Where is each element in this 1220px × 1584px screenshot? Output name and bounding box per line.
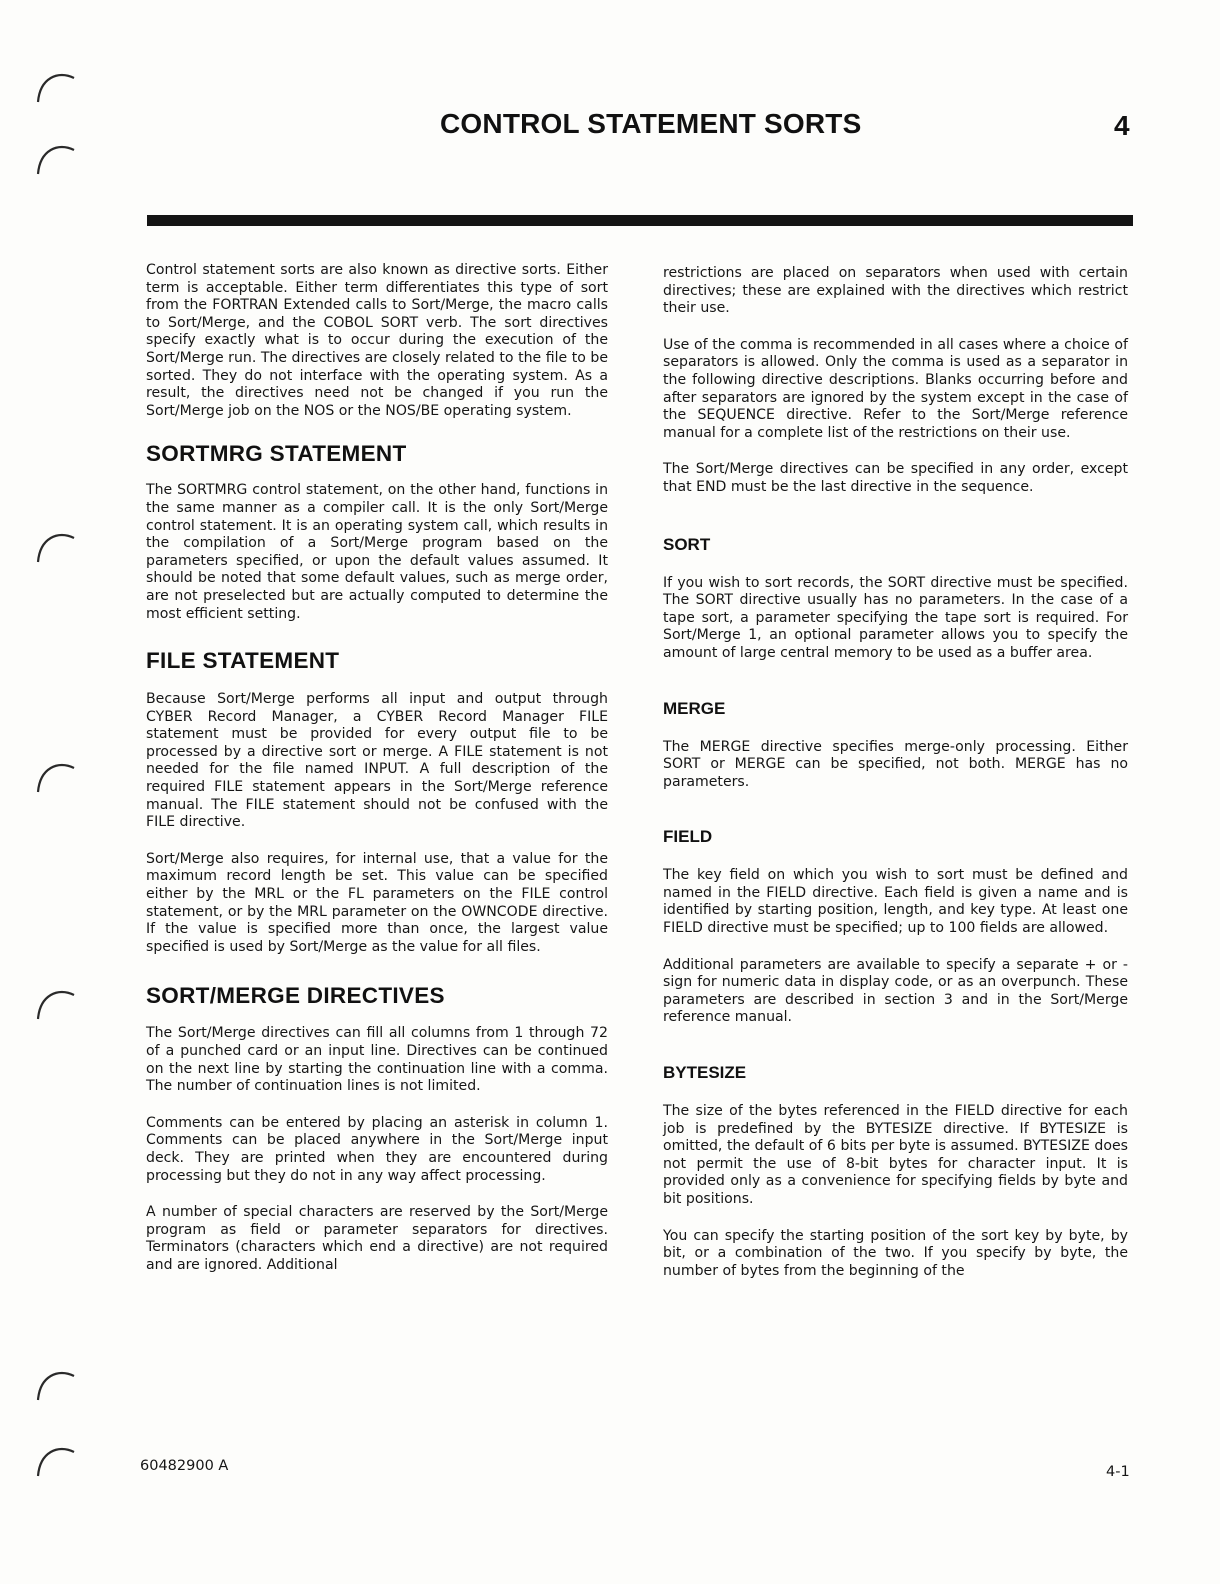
left-column [146,262,608,1294]
punch-hole-mark [34,528,78,572]
right-column [663,265,1128,1299]
bytesize-paragraph-2: You can specify the starting position of the sort key by byte, by bit, or a combination of the two. If you specify by byte, the number of bytes from the beginning of the [663,1227,1128,1279]
punch-hole-mark [34,140,78,184]
chapter-number: 4 [1114,110,1130,141]
section-heading-directives: SORT/MERGE DIRECTIVES [146,983,445,1009]
directives-paragraph-1: The Sort/Merge directives can fill all columns from 1 through 72 of a punched card or an input line. Directives can be continued on the next line by starting the continuation line with a comma. The number of continuation lines is not limited. [146,1025,608,1095]
directives-paragraph-5: The Sort/Merge directives can be specified in any order, except that END must be the last directive in the sequence. [663,461,1128,495]
intro-paragraph: Control statement sorts are also known as directive sorts. Either term is acceptable. Either term differentiates this type of sort from the FORTRAN Extended calls to Sort/Merge, the macro calls to Sort/Merge, and the COBOL SORT verb. The sort directives specify exactly what is to occur during the execution of the Sort/Merge run. The directives are closely related to the file to be sorted. They do not interface with the operating system. As a result, the directives need not be changed if you run the Sort/Merge job on the NOS or the NOS/BE operating system. [146,262,608,419]
section-heading-file-statement: FILE STATEMENT [146,648,340,674]
directives-paragraph-2: Comments can be entered by placing an asterisk in column 1. Comments can be placed anywhere in the Sort/Merge input deck. They are printed when they are encountered during processing but they do not in any way affect processing. [146,1114,608,1184]
file-statement-paragraph-1: Because Sort/Merge performs all input and output through CYBER Record Manager, a CYBER Record Manager FILE statement must be provided for every output file to be processed by a directive sort or merge. A FILE statement is not needed for the file named INPUT. A full description of the required FILE statement appears in the Sort/Merge reference manual. The FILE statement should not be confused with the FILE directive. [146,691,608,831]
field-paragraph-1: The key field on which you wish to sort must be defined and named in the FIELD directive. Each field is given a name and is identified by starting position, length, and key type. At least one FIELD directive must be specified; up to 100 fields are allowed. [663,867,1128,937]
directives-paragraph-3-continued: restrictions are placed on separators when used with certain directives; these are explained with the directives which restrict their use. [663,265,1128,317]
page-number: 4-1 [1106,1464,1130,1480]
punch-hole-mark [34,758,78,802]
subsection-heading-field: FIELD [663,827,713,847]
subsection-heading-sort: SORT [663,534,711,554]
punch-hole-mark [34,985,78,1029]
punch-hole-mark [34,68,78,112]
field-paragraph-2: Additional parameters are available to specify a separate + or - sign for numeric data in display code, or as an overpunch. These parameters are described in section 3 and in the Sort/Merge reference manual. [663,956,1128,1026]
punch-hole-mark [34,1442,78,1486]
document-number: 60482900 A [140,1458,229,1474]
chapter-title: CONTROL STATEMENT SORTS [440,108,862,139]
subsection-heading-merge: MERGE [663,698,726,718]
merge-paragraph: The MERGE directive specifies merge-only processing. Either SORT or MERGE can be specified, not both. MERGE has no parameters. [663,738,1128,790]
subsection-heading-bytesize: BYTESIZE [663,1063,747,1083]
directives-paragraph-3: A number of special characters are reserved by the Sort/Merge program as field or parameter separators for directives. Terminators (characters which end a directive) are not required and are ignored. Additional [146,1204,608,1273]
sort-paragraph: If you wish to sort records, the SORT directive must be specified. The SORT directive usually has no parameters. In the case of a tape sort, a parameter specifying the tape sort is required. For Sort/Merge 1, an optional parameter allows you to specify the amount of large central memory to be used as a buffer area. [663,574,1128,661]
file-statement-paragraph-2: Sort/Merge also requires, for internal use, that a value for the maximum record length be set. This value can be specified either by the MRL or the FL parameters on the FILE control statement, or by the MRL parameter on the OWNCODE directive. If the value is specified more than once, the largest value specified is used by Sort/Merge as the value for all files. [146,850,608,955]
directives-paragraph-4: Use of the comma is recommended in all cases where a choice of separators is allowed. Only the comma is used as a separator in the following directive descriptions. Blanks occurring before and after separators are ignored by the system except in the case of the SEQUENCE directive. Refer to the Sort/Merge reference manual for a complete list of the restrictions on their use. [663,336,1128,441]
header-rule [147,215,1133,226]
bytesize-paragraph-1: The size of the bytes referenced in the FIELD directive for each job is predefined by the BYTESIZE directive. If BYTESIZE is omitted, the default of 6 bits per byte is assumed. BYTESIZE does not permit the use of 8-bit bytes for character input. It is provided only as a convenience for specifying fields by byte and bit positions. [663,1103,1128,1207]
punch-hole-mark [34,1366,78,1410]
sortmrg-paragraph: The SORTMRG control statement, on the other hand, functions in the same manner as a compiler call. It is the only Sort/Merge control statement. It is an operating system call, which results in the compilation of a Sort/Merge program based on the parameters specified, or upon the default values assumed. It should be noted that some default values, such as merge order, are not preselected but are actually computed to determine the most efficient setting. [146,482,608,622]
section-heading-sortmrg: SORTMRG STATEMENT [146,441,407,467]
